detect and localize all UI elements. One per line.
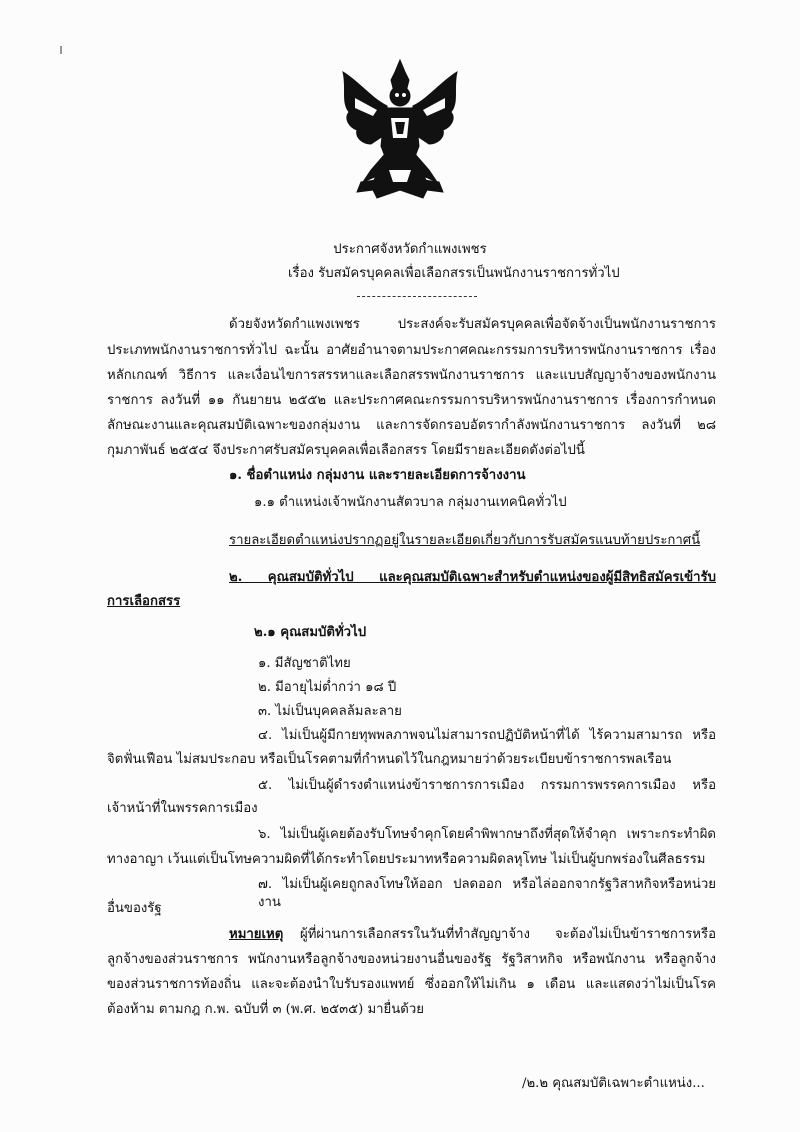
section-1-heading: ๑. ชื่อตำแหน่ง กลุ่มงาน และรายละเอียดการจ้างงาน: [229, 468, 526, 483]
remark-label: หมายเหตุ: [229, 927, 284, 942]
section-1-note: รายละเอียดตำแหน่งปรากฏอยู่ในรายละเอียดเกี่ยวกับการรับสมัครแนบท้ายประกาศนี้: [229, 533, 701, 548]
garuda-emblem-icon: [333, 58, 467, 200]
title-divider: [357, 296, 477, 297]
intro-line-4: ราชการ ลงวันที่ ๑๑ กันยายน ๒๕๕๒ และประกาศคณะกรรมการบริหารพนักงานราชการ เรื่องการกำหนด: [107, 393, 716, 408]
qualification-5-line-2: เจ้าหน้าที่ในพรรคการเมือง: [107, 801, 258, 816]
qualification-1: ๑. มีสัญชาติไทย: [258, 656, 351, 671]
intro-line-3: หลักเกณฑ์ วิธีการ และเงื่อนไขการสรรหาและเลือกสรรพนักงานราชการ และแบบสัญญาจ้างของพนักงาน: [107, 368, 716, 383]
remark-line-3: ของส่วนราชการท้องถิ่น และจะต้องนำใบรับรองแพทย์ ซึ่งออกให้ไม่เกิน ๑ เดือน และแสดงว่าไม่เป็นโรค: [107, 977, 716, 992]
qualification-3: ๓. ไม่เป็นบุคคลล้มละลาย: [258, 704, 402, 719]
qualification-7-line-1: ๗. ไม่เป็นผู้เคยถูกลงโทษให้ออก ปลดออก หรือไล่ออกจากรัฐวิสาหกิจหรือหน่วยงาน: [258, 877, 716, 910]
scan-mark: [60, 46, 62, 54]
section-1-item: ๑.๑ ตำแหน่งเจ้าพนักงานสัตวบาล กลุ่มงานเทคนิคทั่วไป: [254, 495, 567, 510]
qualification-6-line-2: ทางอาญา เว้นแต่เป็นโทษความผิดที่ได้กระทำโดยประมาทหรือความผิดลหุโทษ ไม่เป็นผู้บกพร่องในศีลธรรม: [107, 852, 706, 867]
section-2-heading-line-2: การเลือกสรร: [107, 594, 181, 609]
intro-line-6: กุมภาพันธ์ ๒๕๕๔ จึงประกาศรับสมัครบุคคลเพื่อเลือกสรร โดยมีรายละเอียดดังต่อไปนี้: [107, 443, 585, 458]
qualification-2: ๒. มีอายุไม่ต่ำกว่า ๑๘ ปี: [258, 680, 397, 695]
qualification-4-line-2: จิตฟั่นเฟือน ไม่สมประกอบ หรือเป็นโรคตามที่กำหนดไว้ในกฎหมายว่าด้วยระเบียบข้าราชการพลเรือน: [107, 752, 672, 767]
announcement-subject: เรื่อง รับสมัครบุคคลเพื่อเลือกสรรเป็นพนักงานราชการทั่วไป: [288, 266, 620, 281]
qualification-4-line-1: ๔. ไม่เป็นผู้มีกายทุพพลภาพจนไม่สามารถปฏิบัติหน้าที่ได้ ไร้ความสามารถ หรือ: [258, 728, 716, 743]
section-2-1-heading: ๒.๑ คุณสมบัติทั่วไป: [254, 625, 367, 640]
intro-line-1: ด้วยจังหวัดกำแพงเพชร ประสงค์จะรับสมัครบุคคลเพื่อจัดจ้างเป็นพนักงานราชการ: [229, 317, 716, 332]
qualification-6-line-1: ๖. ไม่เป็นผู้เคยต้องรับโทษจำคุกโดยคำพิพากษาถึงที่สุดให้จำคุก เพราะกระทำผิด: [258, 827, 716, 842]
intro-line-5: ลักษณะงานและคุณสมบัติเฉพาะของกลุ่มงาน และการจัดกรอบอัตรากำลังพนักงานราชการ ลงวันที่ ๒๘: [107, 418, 716, 433]
remark-line-2: ลูกจ้างของส่วนราชการ พนักงานหรือลูกจ้างของหน่วยงานอื่นของรัฐ รัฐวิสาหกิจ หรือพนักงาน หรือลูกจ้าง: [107, 952, 716, 967]
page-continuation: /๒.๒ คุณสมบัติเฉพาะตำแหน่ง...: [522, 1076, 705, 1091]
qualification-5-line-1: ๕. ไม่เป็นผู้ดำรงตำแหน่งข้าราชการการเมือง กรรมการพรรคการเมือง หรือ: [258, 778, 716, 793]
announcement-title: ประกาศจังหวัดกำแพงเพชร: [333, 242, 487, 257]
intro-line-2: ประเภทพนักงานราชการทั่วไป ฉะนั้น อาศัยอำนาจตามประกาศคณะกรรมการบริหารพนักงานราชการ เรื่อง: [107, 343, 716, 358]
section-2-heading-line-1: ๒. คุณสมบัติทั่วไป และคุณสมบัติเฉพาะสำหรับตำแหน่งของผู้มีสิทธิสมัครเข้ารับ: [229, 570, 716, 585]
qualification-7-line-2: อื่นของรัฐ: [107, 901, 162, 916]
remark-line-4: ต้องห้าม ตามกฎ ก.พ. ฉบับที่ ๓ (พ.ศ. ๒๕๓๕) มายื่นด้วย: [107, 1002, 424, 1017]
remark-line-1: ผู้ที่ผ่านการเลือกสรรในวันที่ทำสัญญาจ้าง จะต้องไม่เป็นข้าราชการหรือ: [300, 927, 716, 942]
